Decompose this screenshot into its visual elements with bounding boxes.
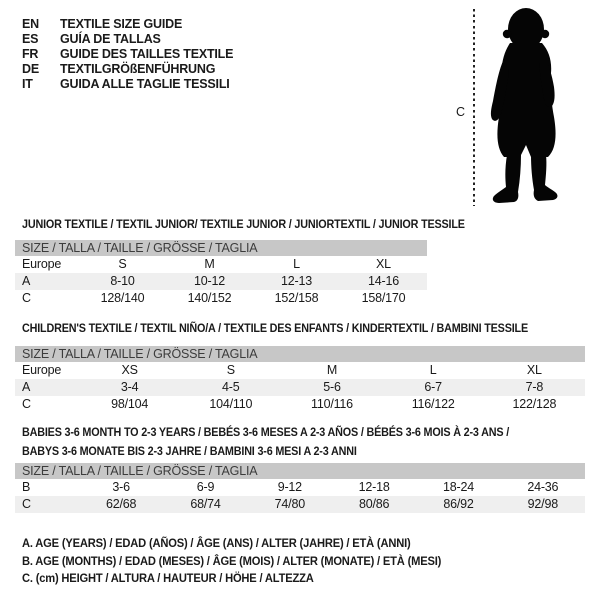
row-label: A	[22, 380, 31, 394]
language-row	[22, 77, 233, 92]
cell-value: M	[326, 363, 338, 377]
size-header-row: SIZE / TALLA / TAILLE / GRÖSSE / TAGLIA	[15, 463, 585, 479]
size-header-row: SIZE / TALLA / TAILLE / GRÖSSE / TAGLIA	[15, 346, 585, 362]
cell-value: 92/98	[527, 497, 558, 511]
table-row	[15, 479, 585, 496]
cell-value: 8-10	[110, 274, 135, 288]
height-dashed-line	[473, 9, 475, 206]
table-row	[15, 290, 427, 307]
cell-value: XL	[526, 363, 542, 377]
language-list	[22, 17, 233, 92]
language-row	[22, 32, 233, 47]
language-row	[22, 17, 233, 32]
cell-value: 98/104	[111, 397, 149, 411]
cell-value: 110/116	[311, 397, 353, 411]
children-size-table	[15, 346, 585, 413]
babies-size-table	[15, 463, 585, 513]
cell-value: 4-5	[222, 380, 240, 394]
language-label: GUIDE DES TAILLES TEXTILE	[60, 47, 234, 61]
cell-value: 3-6	[112, 480, 130, 494]
cell-value: 116/122	[411, 397, 455, 411]
cell-value: S	[118, 257, 127, 271]
language-label: TEXTILGRÖßENFÜHRUNG	[60, 62, 216, 76]
height-measure-label: C	[456, 105, 465, 119]
cell-value: 158/170	[361, 291, 406, 305]
table-row	[15, 273, 427, 290]
language-code: EN	[22, 17, 39, 31]
cell-value: 62/68	[106, 497, 137, 511]
cell-value: 122/128	[512, 397, 557, 411]
row-label: Europe	[22, 257, 62, 271]
table-row	[15, 396, 585, 413]
language-row	[22, 62, 233, 77]
cell-value: 140/152	[187, 291, 232, 305]
cell-value: S	[226, 363, 235, 377]
cell-value: 14-16	[368, 274, 399, 288]
row-label: C	[22, 497, 31, 511]
cell-value: M	[204, 257, 215, 271]
size-figure	[453, 6, 593, 208]
cell-value: 24-36	[527, 480, 559, 494]
language-code: DE	[22, 62, 39, 76]
row-label: Europe	[22, 363, 62, 377]
cell-value: 12-13	[281, 274, 312, 288]
babies-table-title	[22, 423, 509, 460]
cell-value: 86/92	[443, 497, 474, 511]
cell-value: 128/140	[100, 291, 145, 305]
row-label: C	[22, 291, 31, 305]
language-label: TEXTILE SIZE GUIDE	[60, 17, 183, 31]
language-label: GUÍA DE TALLAS	[60, 32, 161, 46]
cell-value: 7-8	[525, 380, 544, 394]
junior-table-title: JUNIOR TEXTILE / TEXTIL JUNIOR/ TEXTILE JUNIOR / JUNIORTEXTIL / JUNIOR TESSILE	[22, 217, 465, 231]
cell-value: 18-24	[442, 480, 474, 494]
junior-size-table	[15, 240, 427, 307]
language-code: FR	[22, 47, 39, 61]
footnote-line: A. AGE (YEARS) / EDAD (AÑOS) / ÂGE (ANS) / ALTER (JAHRE) / ETÀ (ANNI)	[22, 536, 411, 550]
babies-table-title-line1: BABIES 3-6 MONTH TO 2-3 YEARS / BEBÉS 3-6 MESES A 2-3 AÑOS / BÉBÉS 3-6 MOIS À 2-3 ANS /	[22, 425, 510, 439]
size-header-row: SIZE / TALLA / TAILLE / GRÖSSE / TAGLIA	[15, 240, 427, 256]
cell-value: 6-7	[424, 380, 442, 394]
cell-value: 5-6	[323, 380, 341, 394]
language-code: IT	[22, 77, 33, 91]
cell-value: 80/86	[359, 497, 390, 511]
cell-value: L	[293, 257, 300, 271]
babies-table-title-line2: BABYS 3-6 MONATE BIS 2-3 JAHRE / BAMBINI 3-6 MESI A 2-3 ANNI	[22, 443, 357, 458]
cell-value: 152/158	[274, 291, 319, 305]
cell-value: L	[429, 363, 437, 377]
cell-value: XS	[121, 363, 138, 377]
cell-value: XL	[376, 257, 391, 271]
cell-value: 3-4	[120, 380, 139, 394]
language-label: GUIDA ALLE TAGLIE TESSILI	[60, 77, 230, 91]
table-row	[15, 379, 585, 396]
footnote-line: C. (cm) HEIGHT / ALTURA / HAUTEUR / HÖHE / ALTEZZA	[22, 571, 314, 586]
cell-value: 6-9	[196, 480, 215, 494]
table-row	[15, 256, 427, 273]
footnote-legend	[22, 535, 473, 588]
row-label: C	[22, 397, 31, 411]
footnote-line: B. AGE (MONTHS) / EDAD (MESES) / ÂGE (MOIS) / ALTER (MONATE) / ETÀ (MESI)	[22, 553, 442, 568]
children-table-title: CHILDREN'S TEXTILE / TEXTIL NIÑO/A / TEXTILE DES ENFANTS / KINDERTEXTIL / BAMBINI TESSILE	[22, 321, 528, 335]
cell-value: 10-12	[194, 274, 225, 288]
cell-value: 74/80	[274, 497, 305, 511]
baby-silhouette-icon	[480, 7, 572, 207]
table-row	[15, 496, 585, 513]
cell-value: 104/110	[209, 397, 253, 411]
cell-value: 12-18	[358, 480, 390, 494]
cell-value: 9-12	[277, 480, 302, 494]
row-label: B	[22, 480, 31, 494]
cell-value: 68/74	[190, 497, 221, 511]
table-row	[15, 362, 585, 379]
language-row	[22, 47, 233, 62]
language-code: ES	[22, 32, 39, 46]
row-label: A	[22, 274, 31, 288]
